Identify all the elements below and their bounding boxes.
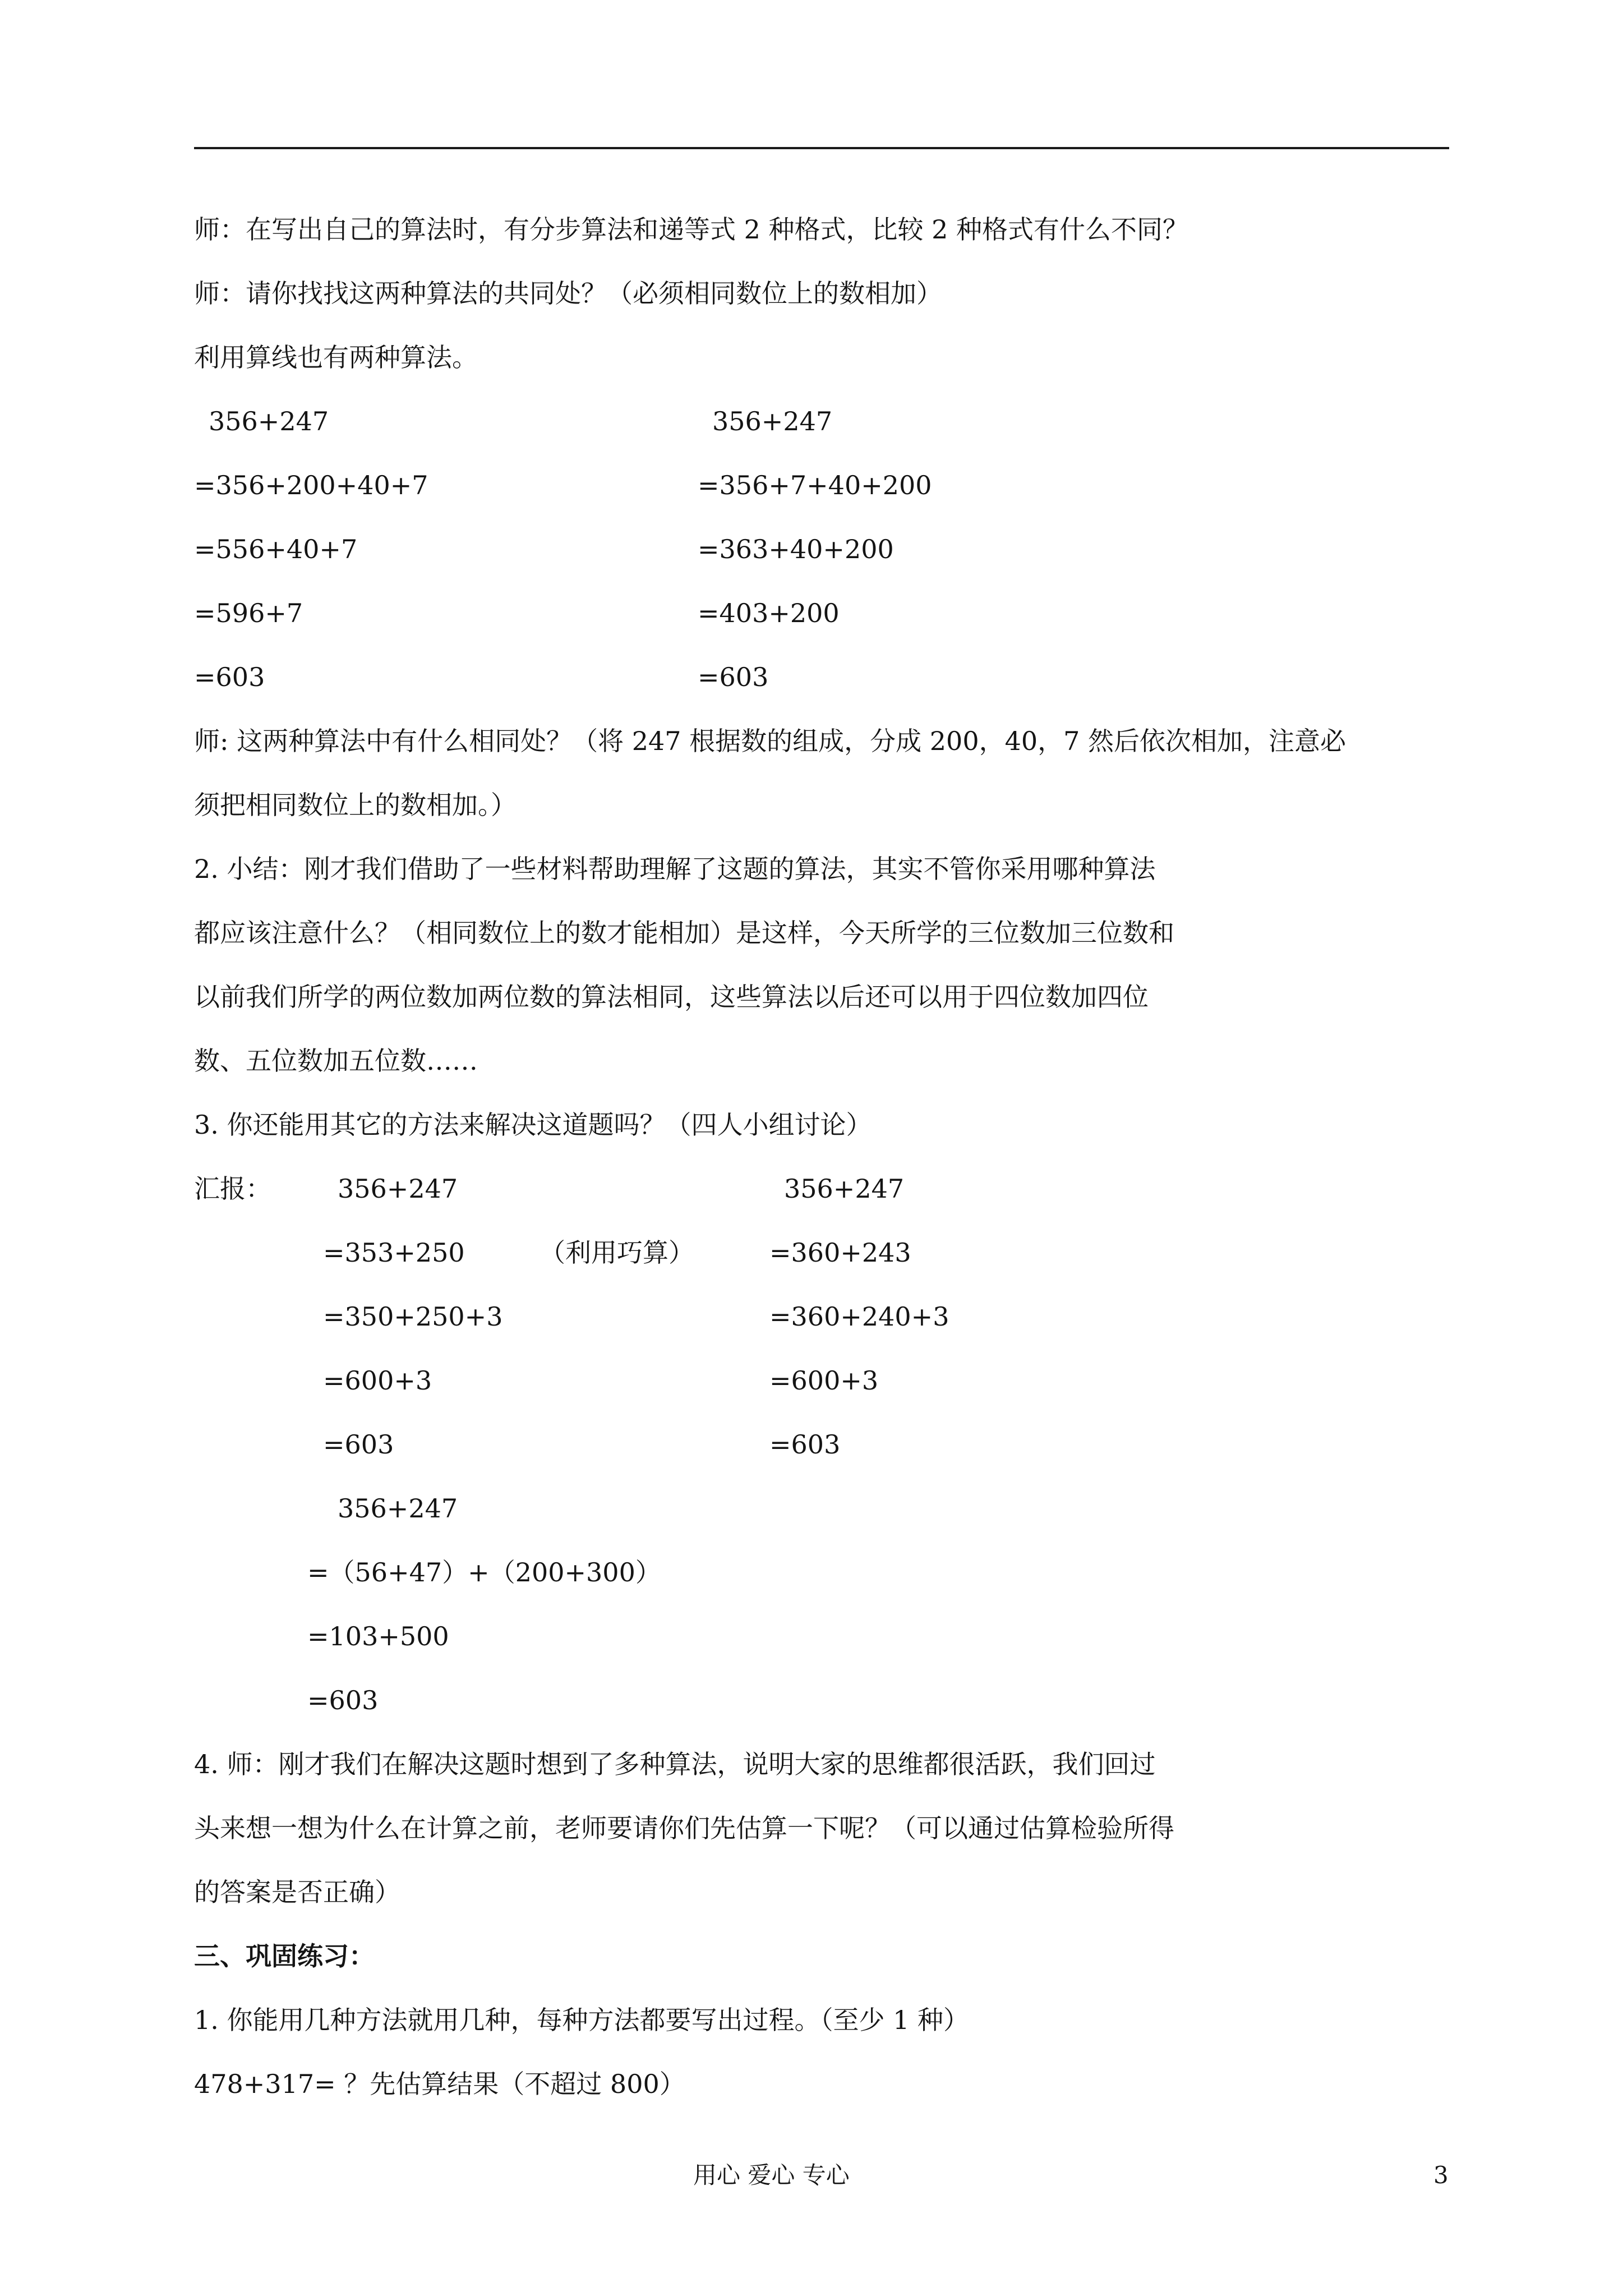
summary-line-2: 都应该注意什么？（相同数位上的数才能相加）是这样，今天所学的三位数加三位数和 [194, 918, 1174, 948]
calc-b-left-line: 356+247 [338, 1174, 458, 1204]
paragraph-4-line-1: 师: 这两种算法中有什么相同处？（将 247 根据数的组成，分成 200，40，7 然后依次相加，注意必 [194, 726, 1347, 756]
calc-a-right-line: =403+200 [698, 598, 840, 628]
calc-a-right-line: =356+7+40+200 [698, 470, 932, 500]
paragraph-2: 师：请你找找这两种算法的共同处？（必须相同数位上的数相加） [194, 278, 942, 309]
summary-line-1: 2. 小结：刚才我们借助了一些材料帮助理解了这题的算法，其实不管你采用哪种算法 [194, 854, 1156, 884]
calc-b-right-line: =603 [769, 1429, 841, 1460]
report-label: 汇报： [194, 1174, 271, 1204]
calc-a-left-line: =556+40+7 [194, 534, 358, 564]
summary-line-4: 数、五位数加五位数…… [194, 1046, 478, 1076]
section-heading: 三、巩固练习： [194, 1941, 375, 1971]
summary-line-3: 以前我们所学的两位数加两位数的算法相同，这些算法以后还可以用于四位数加四位 [194, 982, 1149, 1012]
page-number: 3 [1433, 2161, 1449, 2189]
calc-b-note: （利用巧算） [540, 1237, 694, 1268]
paragraph-1: 师：在写出自己的算法时，有分步算法和递等式 2 种格式，比较 2 种格式有什么不同？ [194, 214, 1189, 245]
calc-c-line: =103+500 [307, 1621, 449, 1651]
paragraph-3: 利用算线也有两种算法。 [194, 342, 478, 372]
paragraph-7-line-1: 4. 师：刚才我们在解决这题时想到了多种算法，说明大家的思维都很活跃，我们回过 [194, 1749, 1156, 1779]
exercise-1-problem: 478+317= ？先估算结果（不超过 800） [194, 2069, 685, 2099]
paragraph-7-line-2: 头来想一想为什么在计算之前，老师要请你们先估算一下呢？（可以通过估算检验所得 [194, 1813, 1174, 1843]
calc-a-right-line: 356+247 [712, 406, 833, 436]
calc-a-right-line: =363+40+200 [698, 534, 894, 564]
calc-c-line: 356+247 [338, 1493, 458, 1524]
calc-b-left-line: =353+250 [323, 1237, 465, 1268]
calc-b-left-line: =600+3 [323, 1365, 432, 1396]
exercise-1: 1. 你能用几种方法就用几种，每种方法都要写出过程。（至少 1 种） [194, 2005, 970, 2035]
calc-a-left-line: =603 [194, 662, 265, 692]
calc-a-left-line: =356+200+40+7 [194, 470, 428, 500]
calc-b-right-line: =600+3 [769, 1365, 879, 1396]
paragraph-7-line-3: 的答案是否正确） [194, 1877, 400, 1907]
calc-b-left-line: =350+250+3 [323, 1301, 503, 1332]
calc-a-left-line: 356+247 [209, 406, 329, 436]
calc-c-line: =603 [307, 1685, 379, 1715]
header-rule [194, 147, 1449, 149]
paragraph-4-line-2: 须把相同数位上的数相加。） [194, 790, 517, 820]
paragraph-6: 3. 你还能用其它的方法来解决这道题吗？（四人小组讨论） [194, 1110, 872, 1140]
calc-b-right-line: 356+247 [784, 1174, 905, 1204]
calc-b-right-line: =360+240+3 [769, 1301, 949, 1332]
calc-c-line: =（56+47）+（200+300） [307, 1557, 661, 1588]
calc-b-left-line: =603 [323, 1429, 394, 1460]
calc-b-right-line: =360+243 [769, 1237, 911, 1268]
calc-a-right-line: =603 [698, 662, 769, 692]
footer-slogan: 用心 爱心 专心 [693, 2161, 850, 2189]
calc-a-left-line: =596+7 [194, 598, 303, 628]
